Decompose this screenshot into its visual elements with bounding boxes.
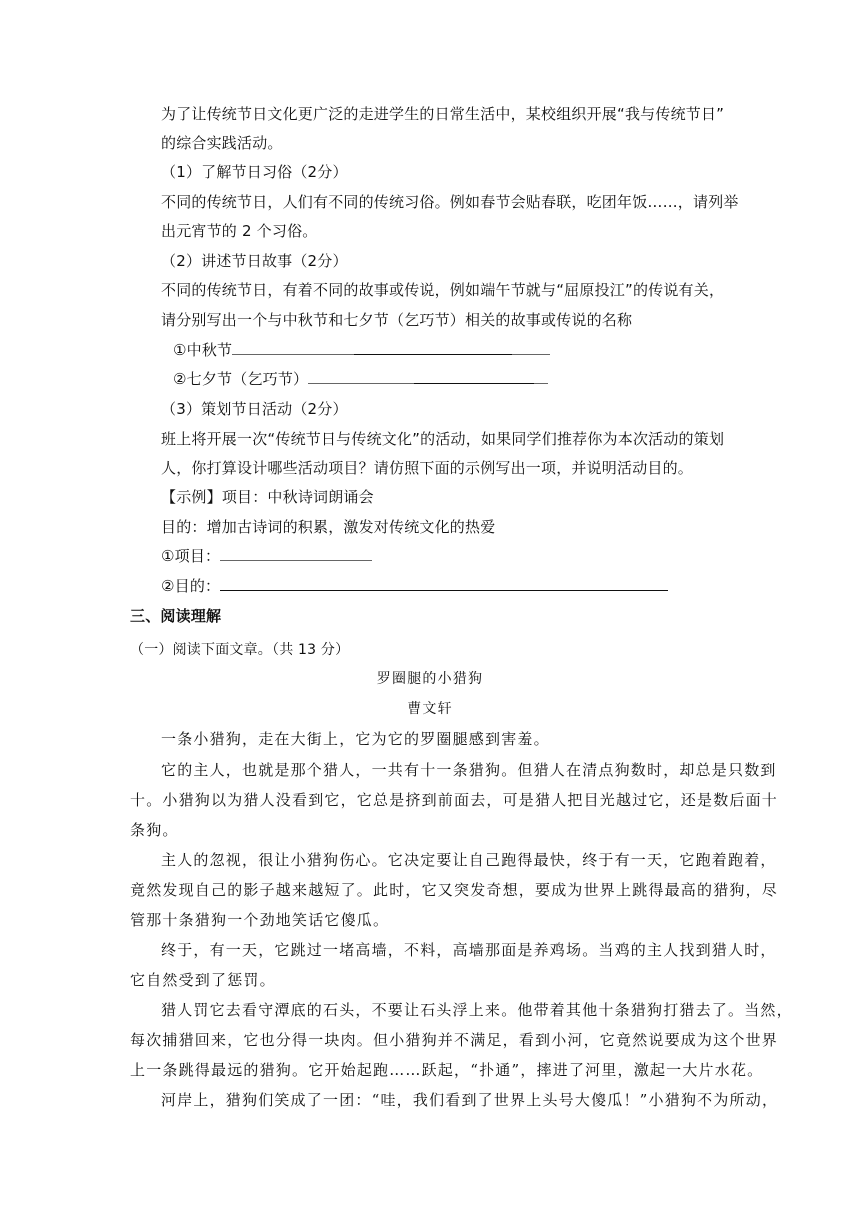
article-p5-line-2: 每次捕猎回来，它也分得一块肉。但小猎狗并不满足，看到小河，它竟然说要成为这个世界 bbox=[130, 1031, 779, 1049]
part3-heading: （3）策划节日活动（2分） bbox=[161, 400, 348, 418]
article-p4-line-2: 它自然受到了惩罚。 bbox=[130, 971, 276, 989]
project-answer-row bbox=[161, 546, 372, 566]
purpose-blank[interactable] bbox=[220, 576, 668, 591]
purpose-answer-row bbox=[161, 576, 668, 596]
part2-line-1: 不同的传统节日，有着不同的故事或传说，例如端午节就与“屈原投江”的传说有关， bbox=[161, 281, 725, 299]
intro-line-2: 的综合实践活动。 bbox=[161, 134, 283, 152]
part1-line-1: 不同的传统节日，人们有不同的传统习俗。例如春节会贴春联，吃团年饭……，请列举 bbox=[161, 193, 739, 211]
article-p5-line-1: 猎人罚它去看守潭底的石头，不要让石头浮上来。他带着其他十条猎狗打猎去了。当然， bbox=[161, 1001, 793, 1019]
project-blank[interactable] bbox=[220, 546, 372, 561]
mid-autumn-blank-end[interactable] bbox=[512, 340, 550, 355]
example-purpose: 目的：增加古诗词的积累，激发对传统文化的热爱 bbox=[161, 518, 496, 536]
article-p4-line-1: 终于，有一天，它跳过一堵高墙，不料，高墙那面是养鸡场。当鸡的主人找到猎人时， bbox=[161, 941, 777, 959]
part1-heading: （1）了解节日习俗（2分） bbox=[161, 163, 348, 181]
qixi-label: ②七夕节（乞巧节） bbox=[173, 370, 309, 388]
part1-line-2: 出元宵节的 2 个习俗。 bbox=[161, 222, 318, 240]
mid-autumn-blank-start[interactable] bbox=[232, 340, 354, 355]
qixi-blank-end[interactable] bbox=[534, 369, 548, 384]
article-p3-line-3: 管那十条猎狗一个劲地笑话它傻瓜。 bbox=[130, 911, 390, 929]
section-title: 三、阅读理解 bbox=[130, 607, 222, 625]
qixi-blank-start[interactable] bbox=[308, 369, 414, 384]
article-p6-line-1: 河岸上，猎狗们笑成了一团：“哇，我们看到了世界上头号大傻瓜！”小猎狗不为所动， bbox=[161, 1091, 779, 1109]
article-p2-line-2: 十。小猎狗以为猎人没看到它，它总是挤到前面去，可是猎人把目光越过它，还是数后面十 bbox=[130, 791, 779, 809]
qixi-blank-underline[interactable] bbox=[414, 369, 534, 384]
example-project-row bbox=[161, 487, 374, 507]
article-p3-line-1: 主人的忽视，很让小猎狗伤心。它决定要让自己跑得最快，终于有一天，它跑着跑着， bbox=[161, 851, 777, 869]
article-p3-line-2: 竟然发现自己的影子越来越短了。此时，它又突发奇想，要成为世界上跳得最高的猎狗，尽 bbox=[130, 881, 779, 899]
article-title: 罗圈腿的小猎狗 bbox=[376, 671, 484, 687]
part3-line-1: 班上将开展一次“传统节日与传统文化”的活动，如果同学们推荐你为本次活动的策划 bbox=[161, 430, 725, 448]
purpose-label: ②目的： bbox=[161, 577, 221, 595]
example-tag: 【示例】 bbox=[161, 488, 222, 506]
mid-autumn-blank-underline[interactable] bbox=[354, 340, 512, 355]
article-author: 曹文轩 bbox=[407, 701, 453, 717]
intro-line-1: 为了让传统节日文化更广泛的走进学生的日常生活中，某校组织开展“我与传统节日” bbox=[161, 105, 725, 123]
qixi-answer-row bbox=[173, 369, 548, 389]
part2-line-2: 请分别写出一个与中秋节和七夕节（乞巧节）相关的故事或传说的名称 bbox=[161, 311, 633, 329]
article-p2-line-3: 条狗。 bbox=[130, 821, 179, 839]
section-subtitle: （一）阅读下面文章。（共 13 分） bbox=[130, 642, 350, 658]
article-p2-line-1: 它的主人，也就是那个猎人，一共有十一条猎狗。但猎人在清点狗数时，却总是只数到 bbox=[161, 761, 777, 779]
part2-heading: （2）讲述节日故事（2分） bbox=[161, 252, 348, 270]
mid-autumn-label: ①中秋节 bbox=[173, 341, 233, 359]
article-paragraph-1: 一条小猎狗，走在大街上，它为它的罗圈腿感到害羞。 bbox=[161, 730, 550, 748]
mid-autumn-answer-row bbox=[173, 340, 550, 360]
part3-line-2: 人，你打算设计哪些活动项目？请仿照下面的示例写出一项，并说明活动目的。 bbox=[161, 459, 694, 477]
project-label: ①项目： bbox=[161, 547, 221, 565]
article-p5-line-3: 上一条跳得最远的猎狗。它开始起跑……跃起，“扑通”，摔进了河里，激起一大片水花。 bbox=[130, 1061, 764, 1079]
example-project: 项目：中秋诗词朗诵会 bbox=[221, 488, 374, 506]
